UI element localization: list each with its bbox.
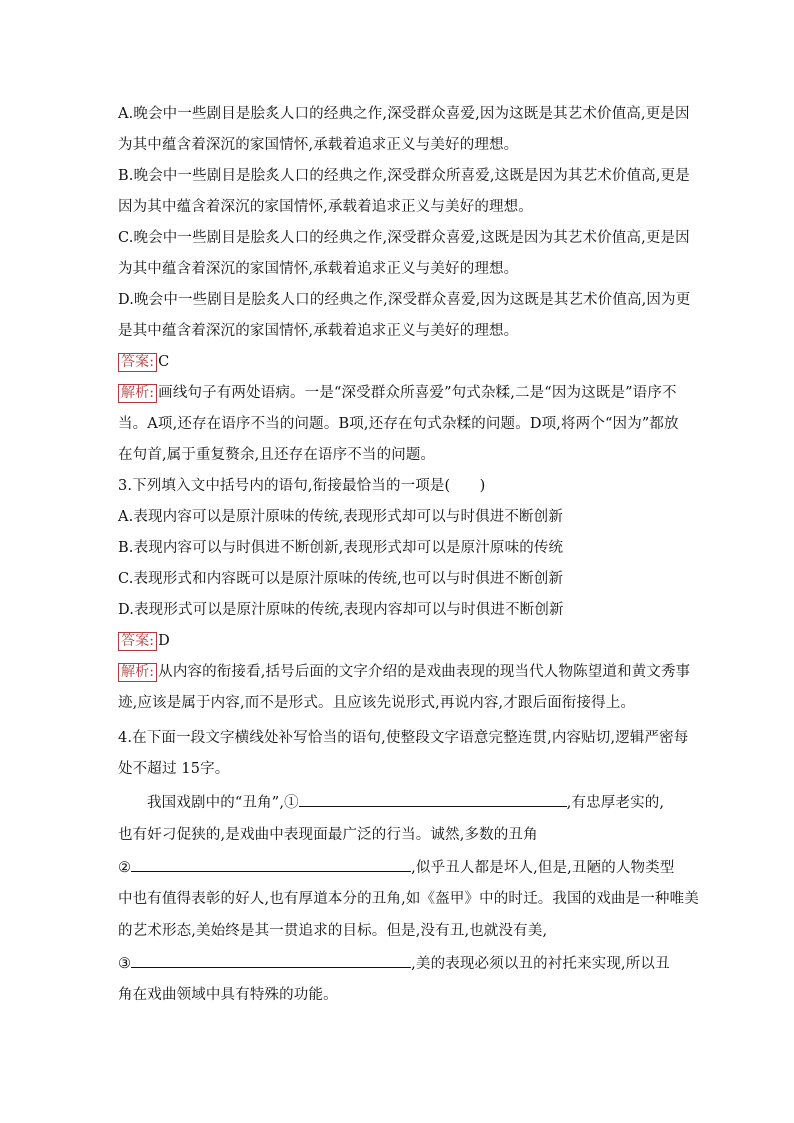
q2-answer — [118, 352, 169, 372]
q2-option-c-line2: 为其中蕴含着深沉的家国情怀,承载着追求正义与美好的理想。 — [118, 261, 519, 277]
answer-blank-1[interactable] — [299, 792, 567, 807]
q4-paragraph-line6 — [118, 953, 670, 974]
q4-stem-line1: 4.在下面一段文字横线处补写恰当的语句,使整段文字语意完整连贯,内容贴切,逻辑严密每 — [118, 730, 689, 746]
analysis-label: 解析: — [118, 663, 157, 682]
q2-option-d-line2: 是其中蕴含着深沉的家国情怀,承载着追求正义与美好的理想。 — [118, 323, 519, 339]
q3-option-d: D.表现形式可以是原汁原味的传统,表现内容却可以与时俱进不断创新 — [118, 602, 564, 618]
answer-blank-2[interactable] — [131, 857, 411, 872]
q3-analysis-line1 — [118, 662, 690, 682]
q4-text: 我国戏剧中的“丑角”,① — [147, 795, 299, 811]
answer-value: C — [158, 354, 170, 370]
answer-value: D — [158, 633, 170, 649]
q4-paragraph-line3 — [118, 857, 674, 878]
q3-stem: 3.下列填入文中括号内的语句,衔接最恰当的一项是( ) — [118, 478, 486, 494]
q3-option-c: C.表现形式和内容既可以是原汁原味的传统,也可以与时俱进不断创新 — [118, 571, 564, 587]
q4-stem-line2: 处不超过 15字。 — [118, 761, 230, 777]
analysis-text: 画线句子有两处语病。一是“深受群众所喜爱”句式杂糅,二是“因为这既是”语序不 — [158, 385, 677, 401]
q4-paragraph-line4: 中也有值得表彰的好人,也有厚道本分的丑角,如《盔甲》中的时迁。我国的戏曲是一种唯美 — [118, 891, 699, 907]
q4-paragraph-line1 — [147, 792, 664, 813]
q4-text: ,有忠厚老实的, — [566, 795, 665, 811]
answer-label: 答案: — [118, 353, 157, 372]
answer-label: 答案: — [118, 632, 157, 651]
q2-option-b-line1: B.晚会中一些剧目是脍炙人口的经典之作,深受群众所喜爱,这既是因为其艺术价值高,更是 — [118, 168, 690, 184]
q2-analysis-line2: 当。A项,还存在语序不当的问题。B项,还存在句式杂糅的问题。D项,将两个“因为”都放 — [118, 416, 679, 432]
q3-analysis-line2: 迹,应该是属于内容,而不是形式。且应该先说形式,再说内容,才跟后面衔接得上。 — [118, 695, 636, 711]
q4-marker-3: ③ — [118, 956, 132, 972]
q4-paragraph-line5: 的艺术形态,美始终是其一贯追求的目标。但是,没有丑,也就没有美, — [118, 923, 548, 939]
q2-option-a-line1: A.晚会中一些剧目是脍炙人口的经典之作,深受群众喜爱,因为这既是其艺术价值高,更是因 — [118, 106, 690, 122]
q2-option-b-line2: 因为其中蕴含着深沉的家国情怀,承载着追求正义与美好的理想。 — [118, 199, 533, 215]
q4-paragraph-line2: 也有奸刁促狭的,是戏曲中表现面最广泛的行当。诚然,多数的丑角 — [118, 827, 538, 843]
q2-analysis-line1 — [118, 383, 677, 403]
q2-option-a-line2: 为其中蕴含着深沉的家国情怀,承载着追求正义与美好的理想。 — [118, 137, 519, 153]
q3-answer — [118, 631, 170, 651]
q4-text: ,美的表现必须以丑的衬托来实现,所以丑 — [411, 956, 670, 972]
answer-blank-3[interactable] — [131, 953, 411, 968]
q4-marker-2: ② — [118, 860, 132, 876]
q2-analysis-line3: 在句首,属于重复赘余,且还存在语序不当的问题。 — [118, 447, 436, 463]
q4-paragraph-line7: 角在戏曲领域中具有特殊的功能。 — [118, 987, 338, 1003]
q4-text: ,似乎丑人都是坏人,但是,丑陋的人物类型 — [411, 860, 675, 876]
analysis-text: 从内容的衔接看,括号后面的文字介绍的是戏曲表现的现当代人物陈望道和黄文秀事 — [158, 664, 691, 680]
q2-option-c-line1: C.晚会中一些剧目是脍炙人口的经典之作,深受群众喜爱,这既是因为其艺术价值高,更是因 — [118, 230, 690, 246]
q3-option-b: B.表现内容可以与时俱进不断创新,表现形式却可以是原汁原味的传统 — [118, 540, 564, 556]
q3-option-a: A.表现内容可以是原汁原味的传统,表现形式却可以与时俱进不断创新 — [118, 509, 563, 525]
q2-option-d-line1: D.晚会中一些剧目是脍炙人口的经典之作,深受群众喜爱,因为这既是其艺术价值高,因为更 — [118, 292, 691, 308]
analysis-label: 解析: — [118, 384, 157, 403]
